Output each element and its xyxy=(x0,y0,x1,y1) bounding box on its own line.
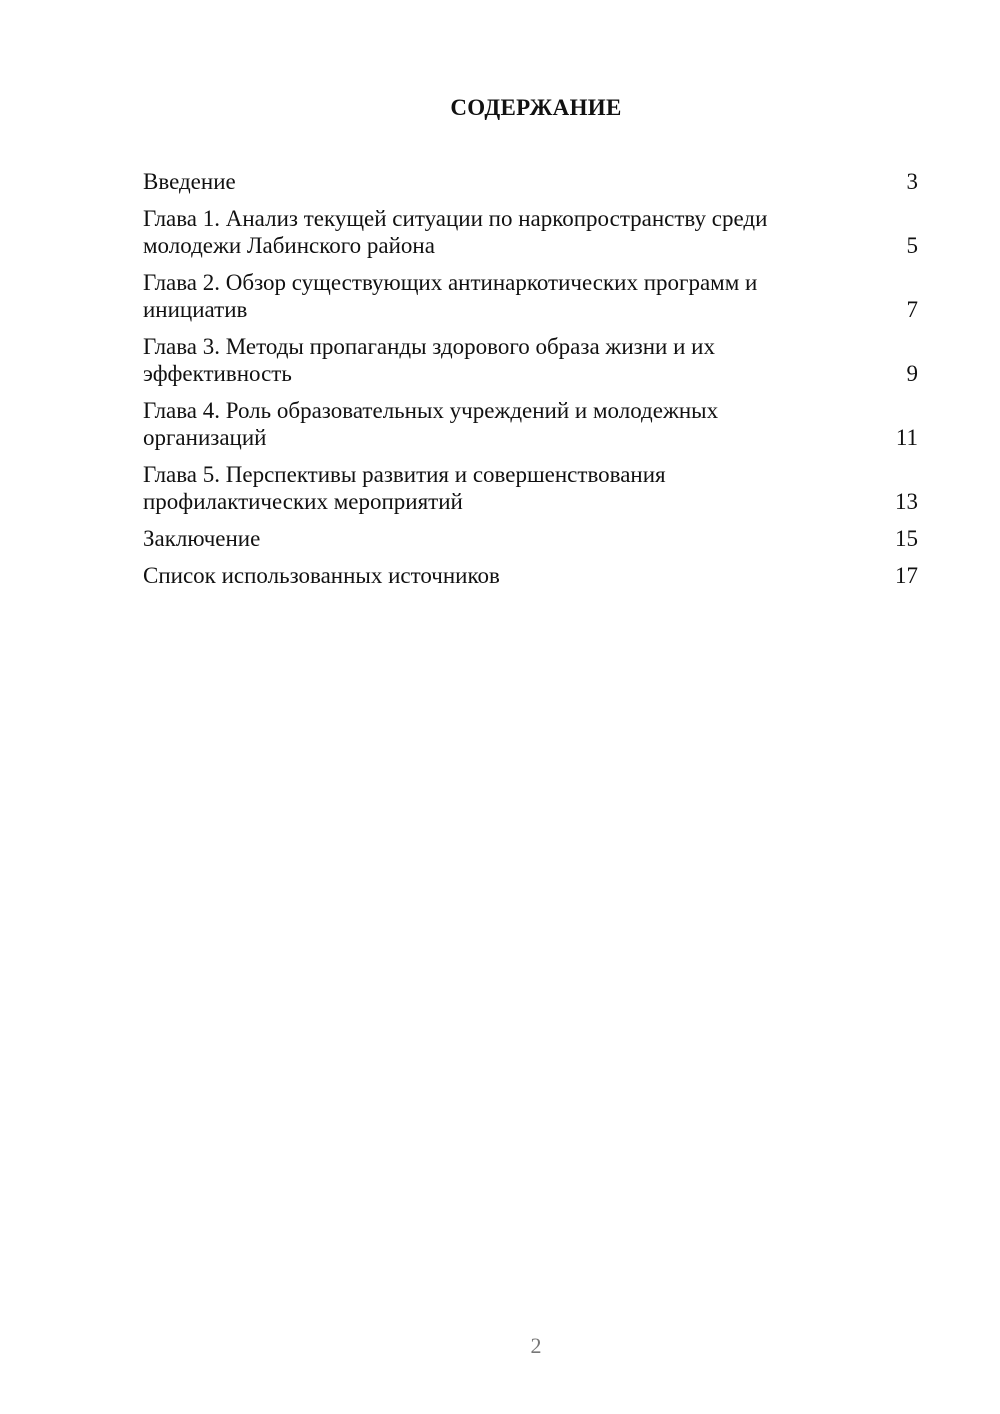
toc-entry-chapter-2 xyxy=(143,269,918,323)
toc-entry-chapter-5 xyxy=(143,461,918,515)
toc-entry-chapter-1 xyxy=(143,205,918,259)
toc-entry-page: 17 xyxy=(895,563,918,588)
toc-entry-text: Введение xyxy=(143,169,236,194)
toc-entry-page: 3 xyxy=(906,169,918,194)
toc-entry-text: Глава 1. Анализ текущей ситуации по наркопространству среди молодежи Лабинского района xyxy=(143,206,768,258)
toc-entry-page: 13 xyxy=(895,489,918,514)
toc-entry-chapter-4 xyxy=(143,397,918,451)
page-number: 2 xyxy=(530,1333,542,1358)
toc-entry-text: Заключение xyxy=(143,526,261,551)
toc-entry-text: Глава 4. Роль образовательных учреждений и молодежных организаций xyxy=(143,398,719,450)
toc-entry-conclusion xyxy=(143,525,918,552)
toc-entry-page: 5 xyxy=(906,233,918,258)
toc-entry-text: Глава 3. Методы пропаганды здорового образа жизни и их эффективность xyxy=(143,334,715,386)
toc-entry-chapter-3 xyxy=(143,333,918,387)
toc-entry-page: 7 xyxy=(906,297,918,322)
toc-entry-page: 9 xyxy=(906,361,918,386)
toc-entry-references xyxy=(143,562,918,589)
toc-entry-introduction xyxy=(143,168,918,195)
table-of-contents xyxy=(143,168,918,599)
toc-entry-text: Глава 2. Обзор существующих антинаркотических программ и инициатив xyxy=(143,270,758,322)
toc-entry-page: 15 xyxy=(895,526,918,551)
toc-entry-text: Список использованных источников xyxy=(143,563,500,588)
toc-entry-page: 11 xyxy=(895,425,918,450)
toc-entry-text: Глава 5. Перспективы развития и совершенствования профилактических мероприятий xyxy=(143,462,666,514)
page-title: СОДЕРЖАНИЕ xyxy=(450,95,622,120)
